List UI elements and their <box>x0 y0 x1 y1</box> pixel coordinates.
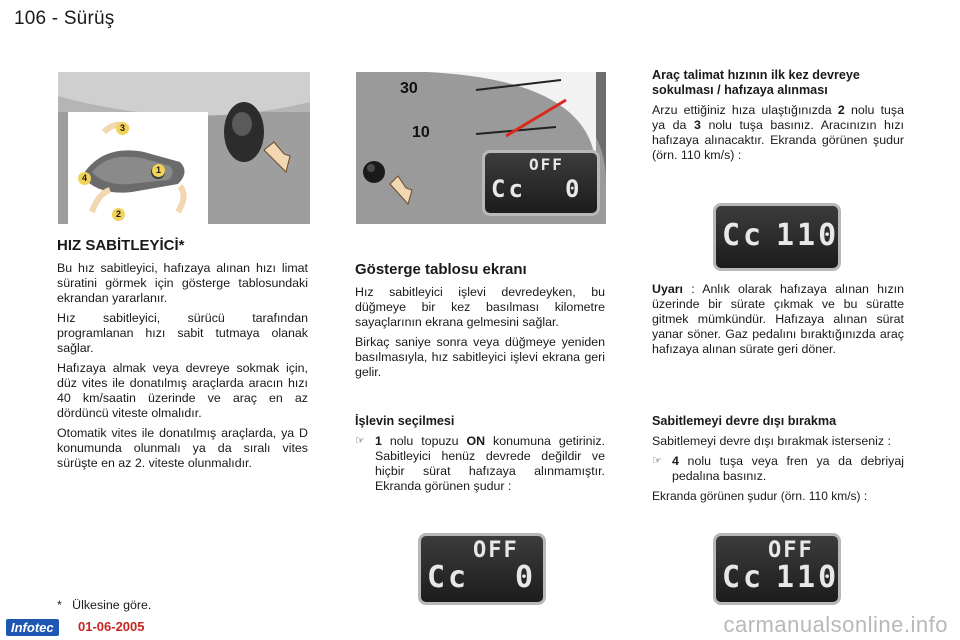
lcd-speed: 110 <box>776 218 840 253</box>
callout-1: 1 <box>152 164 165 177</box>
callout-2: 2 <box>112 208 125 221</box>
gauge-tick-10: 10 <box>412 124 430 141</box>
list-item: ☞ 4 nolu tuşa veya fren ya da debriyaj pedalına basınız. <box>652 454 904 483</box>
lcd-speed: 0 <box>515 560 537 595</box>
paragraph: Hafızaya almak veya devreye sokmak için, düz vites ile donatılmış araçlarda aracın hızı 40 km/saatin üzerinde ve araç en az dördüncü viteste olmalıdır. <box>57 361 308 420</box>
warning-paragraph: Uyarı : Anlık olarak hafızaya alınan hızın üzerinde bir sürate çıkmak ve bu süratte gitmek mümkündür. Hafızaya alınan sürat yanar söner. Gaz pedalını bıraktığınızda araç hafızaya alınan sürate geri döner. <box>652 282 904 356</box>
footnote <box>57 598 151 612</box>
lcd-cc: Cc <box>722 560 765 595</box>
column-3 <box>652 68 904 168</box>
paragraph: Bu hız sabitleyici, hafızaya alınan hızı limat süratini görmek için gösterge tablosundaki ekrandan yararlanır. <box>57 261 308 305</box>
paragraph: Hız sabitleyici işlevi devredeyken, bu düğmeye bir kez basılması kilometre sayaçlarının ekrana gelmesini sağlar. <box>355 285 605 329</box>
footer-date: 01-06-2005 <box>78 619 145 634</box>
column-1 <box>57 238 308 476</box>
gauge-tick-30: 30 <box>400 80 418 97</box>
lcd-cc: Cc <box>491 175 526 203</box>
section-heading-cruise-control: HIZ SABİTLEYİCİ* <box>57 237 185 254</box>
column-3-disable <box>652 414 904 509</box>
column-2 <box>355 262 605 385</box>
lcd-cc: Cc <box>722 218 765 253</box>
footnote-text: Ülkesine göre. <box>72 598 152 612</box>
lcd-off: OFF <box>768 538 814 563</box>
lcd-store-display <box>713 203 841 271</box>
paragraph: Sabitlemeyi devre dışı bırakmak isterseniz : <box>652 434 891 448</box>
paragraph: Otomatik vites ile donatılmış araçlarda, ya D konumunda olunmalı ya da sıralı vites sürüşte en az 2. viteste olunmalıdır. <box>57 426 308 470</box>
lcd-disable-display <box>713 533 841 605</box>
sub-heading-store-speed: Araç talimat hızının ilk kez devreye sokulması / hafızaya alınması <box>652 68 860 97</box>
paragraph: Ekranda görünen şudur (örn. 110 km/s) : <box>652 489 868 503</box>
lcd-off: OFF <box>529 155 564 174</box>
section-heading-display: Gösterge tablosu ekranı <box>355 261 527 278</box>
infotec-logo: Infotec <box>6 619 59 636</box>
header-separator: - <box>51 8 59 29</box>
pointer-icon: ☞ <box>355 435 365 447</box>
callout-3: 3 <box>116 122 129 135</box>
column-2-selection <box>355 414 605 499</box>
sub-heading-selection: İşlevin seçilmesi <box>355 414 455 428</box>
list-item: ☞ 1 nolu topuzu ON konumuna getiriniz. Sabitleyici henüz devrede değildir ve hiçbir sürat hafızaya alınmamıştır. Ekranda görünen şudur : <box>355 434 605 493</box>
lcd-speed: 110 <box>776 560 840 595</box>
stalk-illustration <box>58 72 310 224</box>
lcd-cc: Cc <box>427 560 470 595</box>
paragraph: Birkaç saniye sonra veya düğmeye yeniden basılmasıyla, hız sabitleyici işlevi ekrana geri gelir. <box>355 335 605 379</box>
watermark: carmanualsonline.info <box>723 612 948 637</box>
button-number: 1 <box>375 434 382 448</box>
page-number: 106 <box>14 8 47 29</box>
on-label: ON <box>466 434 486 448</box>
page-header <box>14 8 114 30</box>
lcd-selection-display <box>418 533 546 605</box>
lcd-cluster <box>482 150 600 216</box>
sub-heading-disable: Sabitlemeyi devre dışı bırakma <box>652 414 837 428</box>
column-3-warning <box>652 282 904 362</box>
pointer-icon: ☞ <box>652 455 662 467</box>
lcd-speed: 0 <box>565 175 583 203</box>
callout-4: 4 <box>78 172 91 185</box>
paragraph: Arzu ettiğiniz hıza ulaştığınızda 2 nolu tuşa ya da 3 nolu tuşa basınız. Aracınızın hızı hafızaya alınacaktır. Ekranda görünen şudur (örn. 110 km/s) : <box>652 103 905 162</box>
lcd-off: OFF <box>473 538 519 563</box>
section-title: Sürüş <box>63 8 115 29</box>
button-number: 4 <box>672 454 679 468</box>
cluster-illustration <box>356 72 606 224</box>
footnote-mark: * <box>57 598 62 612</box>
paragraph: Hız sabitleyici, sürücü tarafından programlanan hızı sabit tutmaya olanak sağlar. <box>57 311 308 355</box>
warning-label: Uyarı <box>652 282 683 296</box>
